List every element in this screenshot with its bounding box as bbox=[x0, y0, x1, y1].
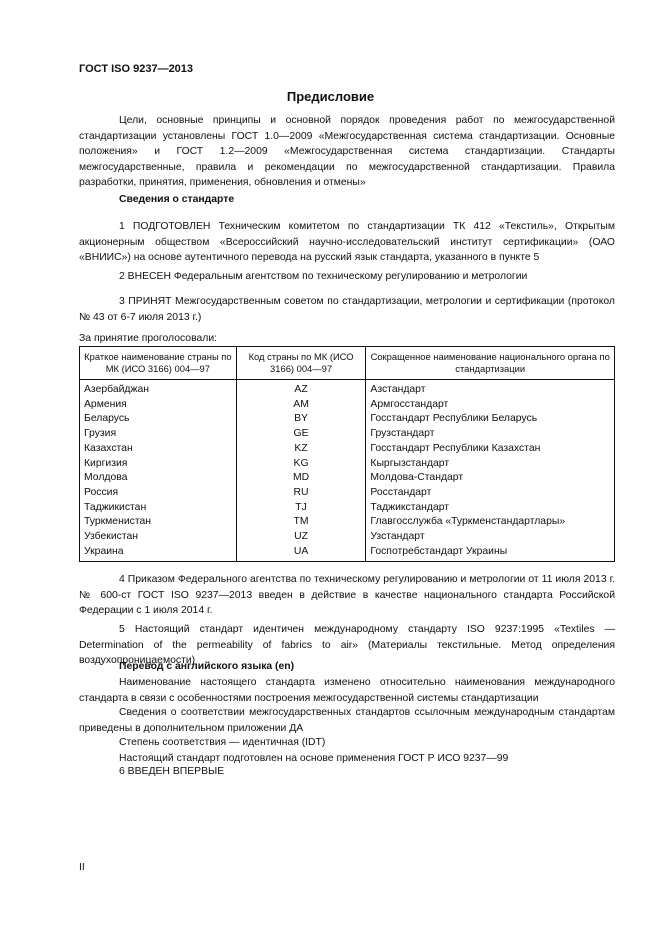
country-name: Армения bbox=[80, 398, 237, 413]
table-row bbox=[80, 486, 615, 501]
national-body: Госстандарт Республики Беларусь bbox=[366, 412, 615, 427]
item-6-introduced: 6 ВВЕДЕН ВПЕРВЫЕ bbox=[119, 766, 225, 777]
item-1-prepared: 1 ПОДГОТОВЛЕН Техническим комитетом по стандартизации ТК 412 «Текстиль», Открытым акционерным обществом «Всероссийский научно-исследовательский институт сертификации» (ОАО «ВНИИС») на основе аутентичного перевода на русский язык стандарта, указанного в пункте 5 bbox=[79, 221, 615, 263]
national-body: Таджикстандарт bbox=[366, 501, 615, 516]
voting-countries-table bbox=[79, 346, 615, 562]
translation-heading: Перевод с английского языка (en) bbox=[119, 661, 295, 672]
item-5-identical: 5 Настоящий стандарт идентичен международному стандарту ISO 9237:1995 «Textiles — Determination of the permeability of fabrics to air» (Материалы текстильные. Метод определения воздухопроницаемости) bbox=[79, 624, 615, 666]
item-3-adopted: 3 ПРИНЯТ Межгосударственным советом по стандартизации, метрологии и сертификации (протокол № 43 от 6-7 июля 2013 г.) bbox=[79, 296, 615, 323]
country-code: RU bbox=[236, 486, 366, 501]
country-code: KZ bbox=[236, 442, 366, 457]
country-name: Узбекистан bbox=[80, 530, 237, 545]
about-standard-heading: Сведения о стандарте bbox=[119, 194, 235, 205]
table-row bbox=[80, 442, 615, 457]
country-code: MD bbox=[236, 471, 366, 486]
country-name: Таджикистан bbox=[80, 501, 237, 516]
header-national-body: Сокращенное наименование национального органа по стандартизации bbox=[366, 347, 615, 380]
table-row bbox=[80, 501, 615, 516]
header-country-name: Краткое наименование страны по МК (ИСО 3166) 004—97 bbox=[80, 347, 237, 380]
country-code: AM bbox=[236, 398, 366, 413]
item-2-submitted: 2 ВНЕСЕН Федеральным агентством по техническому регулированию и метрологии bbox=[119, 271, 528, 282]
item-4-order: 4 Приказом Федерального агентства по техническому регулированию и метрологии от 11 июля 2013 г. № 600-ст ГОСТ ISO 9237—2013 введен в действие в качестве национального стандарта Российской Федерации с 1 июля 2014 г. bbox=[79, 574, 615, 616]
country-name: Киргизия bbox=[80, 457, 237, 472]
country-name: Беларусь bbox=[80, 412, 237, 427]
table-row bbox=[80, 515, 615, 530]
country-code: UZ bbox=[236, 530, 366, 545]
table-row bbox=[80, 380, 615, 398]
country-code: UA bbox=[236, 545, 366, 562]
country-code: TJ bbox=[236, 501, 366, 516]
national-body: Госпотребстандарт Украины bbox=[366, 545, 615, 562]
country-name: Туркменистан bbox=[80, 515, 237, 530]
national-body: Госстандарт Республики Казахстан bbox=[366, 442, 615, 457]
country-code: AZ bbox=[236, 380, 366, 398]
table-row bbox=[80, 471, 615, 486]
conformity-degree: Степень соответствия — идентичная (IDT) bbox=[119, 737, 326, 748]
national-body: Молдова-Стандарт bbox=[366, 471, 615, 486]
country-name: Казахстан bbox=[80, 442, 237, 457]
translation-note-references: Сведения о соответствии межгосударственных стандартов ссылочным международным стандартам приведены в дополнительном приложении ДА bbox=[79, 707, 615, 734]
national-body: Росстандарт bbox=[366, 486, 615, 501]
country-code: GE bbox=[236, 427, 366, 442]
table-row bbox=[80, 545, 615, 562]
country-name: Украина bbox=[80, 545, 237, 562]
country-code: KG bbox=[236, 457, 366, 472]
table-row bbox=[80, 457, 615, 472]
page-title: Предисловие bbox=[286, 89, 375, 104]
standard-id-header: ГОСТ ISO 9237—2013 bbox=[79, 63, 194, 75]
country-name: Грузия bbox=[80, 427, 237, 442]
national-body: Главгосслужба «Туркменстандартлары» bbox=[366, 515, 615, 530]
country-name: Молдова bbox=[80, 471, 237, 486]
translation-note-name: Наименование настоящего стандарта изменено относительно наименования международного стандарта в связи с особенностями построения межгосударственной системы стандартизации bbox=[79, 677, 615, 704]
national-body: Узстандарт bbox=[366, 530, 615, 545]
national-body: Армгосстандарт bbox=[366, 398, 615, 413]
national-body: Азстандарт bbox=[366, 380, 615, 398]
country-name: Россия bbox=[80, 486, 237, 501]
national-body: Грузстандарт bbox=[366, 427, 615, 442]
national-body: Кыргызстандарт bbox=[366, 457, 615, 472]
preface-paragraph: Цели, основные принципы и основной порядок проведения работ по межгосударственной стандартизации установлены ГОСТ 1.0—2009 «Межгосударственная система стандартизации. Основные положения» и ГОСТ 1.2—2009 «Межгосударственная система стандартизации. Стандарты межгосударственные, правила и рекомендации по межгосударственной стандартизации. Правила разработки, принятия, применения, обновления и отмены» bbox=[79, 115, 615, 188]
table-row bbox=[80, 398, 615, 413]
table-row bbox=[80, 412, 615, 427]
country-code: TM bbox=[236, 515, 366, 530]
page-number: II bbox=[79, 862, 85, 873]
header-country-code: Код страны по МК (ИСО 3166) 004—97 bbox=[236, 347, 366, 380]
country-code: BY bbox=[236, 412, 366, 427]
table-caption: За принятие проголосовали: bbox=[79, 333, 218, 344]
prepared-basis: Настоящий стандарт подготовлен на основе применения ГОСТ Р ИСО 9237—99 bbox=[119, 753, 509, 764]
table-row bbox=[80, 427, 615, 442]
table-row bbox=[80, 530, 615, 545]
country-name: Азербайджан bbox=[80, 380, 237, 398]
table-header-row bbox=[80, 347, 615, 380]
